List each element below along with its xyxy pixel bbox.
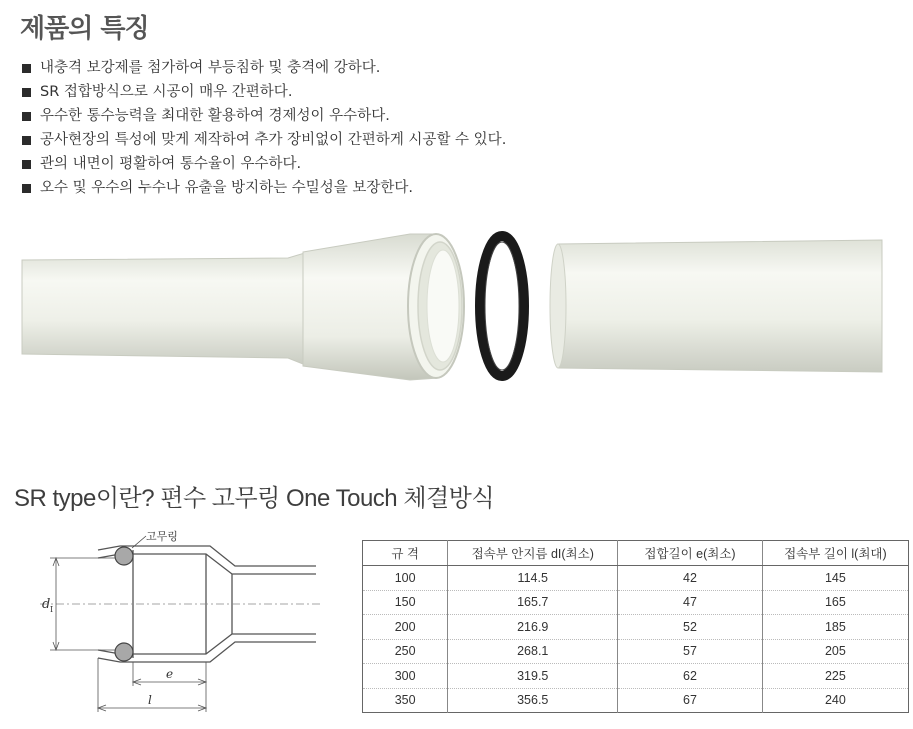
label-e: e [166, 667, 174, 681]
feature-text: SR 접합방식으로 시공이 매우 간편하다. [40, 84, 293, 100]
bullet-square-icon [22, 136, 31, 145]
table-cell: 185 [762, 615, 908, 640]
bullet-square-icon [22, 88, 31, 97]
col-header-inner-diameter: 접속부 안지름 dI(최소) [448, 541, 618, 566]
table-cell: 42 [618, 566, 763, 591]
feature-text: 우수한 통수능력을 최대한 활용하여 경제성이 우수하다. [40, 108, 390, 124]
table-cell: 100 [363, 566, 448, 591]
spec-table [362, 540, 909, 713]
col-header-socket-length: 접속부 길이 l(최대) [762, 541, 908, 566]
label-d: d [42, 597, 51, 612]
table-cell: 356.5 [448, 688, 618, 713]
table-row [363, 615, 909, 640]
label-d-sub: I [50, 605, 54, 614]
table-row [363, 566, 909, 591]
feature-item [22, 176, 506, 200]
feature-item [22, 104, 506, 128]
table-cell: 67 [618, 688, 763, 713]
feature-item [22, 128, 506, 152]
label-l: l [148, 693, 152, 707]
table-cell: 225 [762, 664, 908, 689]
feature-text: 오수 및 우수의 누수나 유출을 방지하는 수밀성을 보장한다. [40, 180, 414, 196]
table-cell: 216.9 [448, 615, 618, 640]
rubber-ring [480, 236, 524, 376]
table-cell: 52 [618, 615, 763, 640]
table-cell: 114.5 [448, 566, 618, 591]
table-cell: 62 [618, 664, 763, 689]
table-row [363, 688, 909, 713]
col-header-joint-length: 접합길이 e(최소) [618, 541, 763, 566]
table-cell: 200 [363, 615, 448, 640]
bullet-square-icon [22, 64, 31, 73]
table-cell: 47 [618, 590, 763, 615]
col-header-size: 규 격 [363, 541, 448, 566]
table-row [363, 664, 909, 689]
table-cell: 165.7 [448, 590, 618, 615]
table-cell: 300 [363, 664, 448, 689]
ring-label: 고무링 [146, 530, 178, 543]
table-cell: 240 [762, 688, 908, 713]
bullet-square-icon [22, 160, 31, 169]
feature-item [22, 56, 506, 80]
section-title-features: 제품의 특징 [20, 14, 149, 44]
table-cell: 205 [762, 639, 908, 664]
joint-diagram [20, 528, 320, 718]
feature-list [22, 56, 506, 200]
table-cell: 319.5 [448, 664, 618, 689]
table-row [363, 639, 909, 664]
pipe-spigot [22, 252, 308, 366]
feature-text: 관의 내면이 평활하여 통수율이 우수하다. [40, 156, 302, 172]
table-cell: 165 [762, 590, 908, 615]
feature-item [22, 80, 506, 104]
table-header-row [363, 541, 909, 566]
table-cell: 150 [363, 590, 448, 615]
table-cell: 268.1 [448, 639, 618, 664]
bullet-square-icon [22, 112, 31, 121]
pipe-illustration [18, 222, 888, 392]
table-row [363, 590, 909, 615]
ring-bottom-icon [115, 643, 133, 661]
feature-text: 공사현장의 특성에 맞게 제작하여 추가 장비없이 간편하게 시공할 수 있다. [40, 132, 507, 148]
section-title-sr-type: SR type이란? 편수 고무링 One Touch 체결방식 [14, 485, 495, 512]
feature-item [22, 152, 506, 176]
table-cell: 250 [363, 639, 448, 664]
bullet-square-icon [22, 184, 31, 193]
ring-top-icon [115, 547, 133, 565]
feature-text: 내충격 보강제를 첨가하여 부등침하 및 충격에 강하다. [40, 60, 381, 76]
pipe-straight [558, 240, 882, 372]
table-cell: 350 [363, 688, 448, 713]
table-cell: 57 [618, 639, 763, 664]
table-cell: 145 [824, 570, 846, 585]
